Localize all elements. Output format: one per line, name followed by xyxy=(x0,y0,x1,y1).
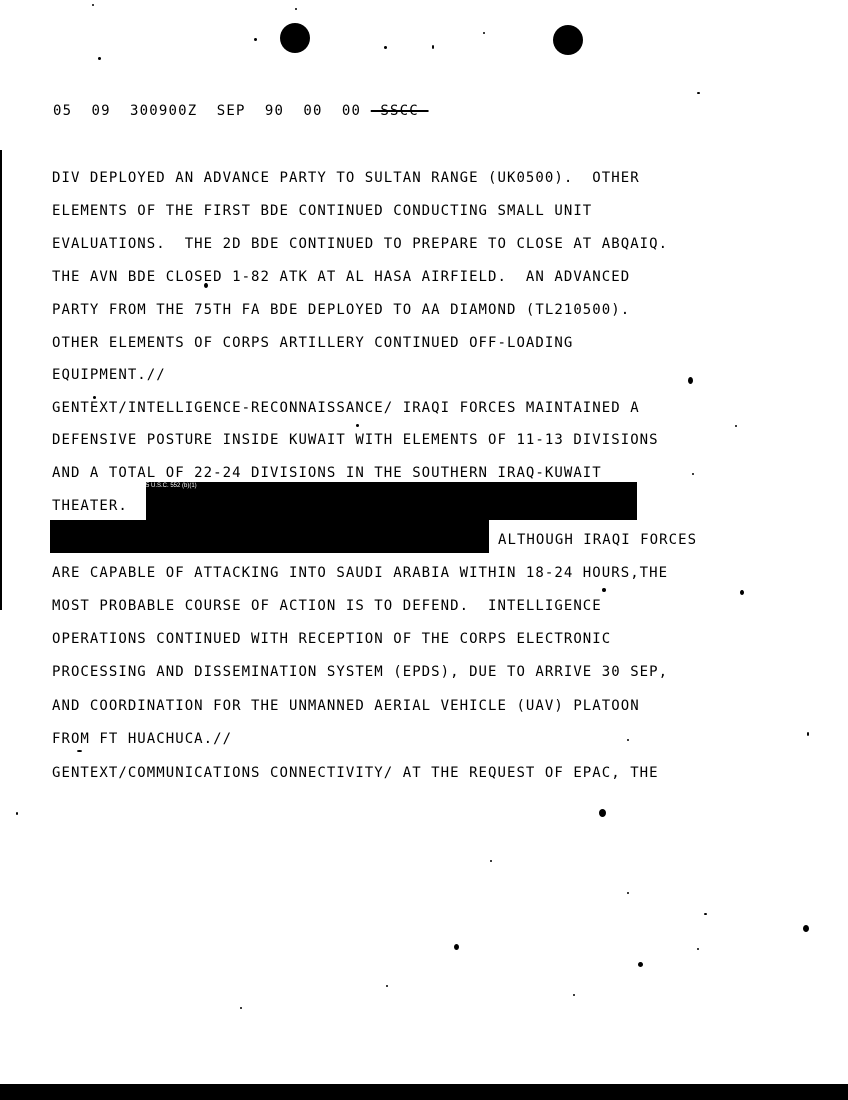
message-header xyxy=(53,101,429,121)
body-line: AND A TOTAL OF 22-24 DIVISIONS IN THE SOUTHERN IRAQ-KUWAIT xyxy=(52,465,602,481)
scan-speck xyxy=(254,38,257,41)
body-line: AND COORDINATION FOR THE UNMANNED AERIAL VEHICLE (UAV) PLATOON xyxy=(52,698,640,714)
body-line: EVALUATIONS. THE 2D BDE CONTINUED TO PREPARE TO CLOSE AT ABQAIQ. xyxy=(52,236,669,252)
header-classification-struck: -SSCC- xyxy=(370,103,429,119)
scan-speck xyxy=(803,925,809,932)
scan-speck xyxy=(807,732,809,736)
punch-hole-left xyxy=(280,23,310,53)
scan-edge-bottom xyxy=(0,1084,848,1100)
body-line: ALTHOUGH IRAQI FORCES xyxy=(498,532,698,548)
scan-speck xyxy=(386,985,388,987)
scan-speck xyxy=(92,4,94,6)
scan-speck xyxy=(240,1007,242,1009)
body-line: FROM FT HUACHUCA.// xyxy=(52,731,233,747)
scan-speck xyxy=(688,377,693,384)
scan-speck xyxy=(740,590,744,595)
scan-speck xyxy=(697,92,700,94)
body-line: DEFENSIVE POSTURE INSIDE KUWAIT WITH ELEMENTS OF 11-13 DIVISIONS xyxy=(52,432,659,448)
redaction-block-lower xyxy=(50,520,489,553)
body-line: GENTEXT/COMMUNICATIONS CONNECTIVITY/ AT THE REQUEST OF EPAC, THE xyxy=(52,765,659,781)
redaction-block-upper xyxy=(146,482,637,520)
scan-speck xyxy=(483,32,485,34)
scan-speck xyxy=(384,46,387,49)
scan-speck xyxy=(16,812,18,815)
scan-speck xyxy=(432,45,434,49)
scan-speck xyxy=(599,809,606,817)
body-line: MOST PROBABLE COURSE OF ACTION IS TO DEFEND. INTELLIGENCE xyxy=(52,598,602,614)
scan-edge-left xyxy=(0,150,2,610)
punch-hole-right xyxy=(553,25,583,55)
scan-speck xyxy=(638,962,643,967)
scan-speck xyxy=(490,860,492,862)
body-line: PROCESSING AND DISSEMINATION SYSTEM (EPDS), DUE TO ARRIVE 30 SEP, xyxy=(52,664,669,680)
scan-speck xyxy=(735,425,737,427)
scan-speck xyxy=(356,424,359,427)
exemption-label: 5 U.S.C. 552 (b)(1) xyxy=(146,483,197,489)
body-line: EQUIPMENT.// xyxy=(52,367,166,383)
body-line: THE AVN BDE CLOSED 1-82 ATK AT AL HASA AIRFIELD. AN ADVANCED xyxy=(52,269,631,285)
scan-speck xyxy=(704,913,707,915)
body-line: OPERATIONS CONTINUED WITH RECEPTION OF THE CORPS ELECTRONIC xyxy=(52,631,612,647)
scan-speck xyxy=(98,57,101,60)
scan-speck xyxy=(627,892,629,894)
scan-speck xyxy=(573,994,575,996)
scan-speck xyxy=(77,750,82,752)
body-line: ELEMENTS OF THE FIRST BDE CONTINUED CONDUCTING SMALL UNIT xyxy=(52,203,593,219)
scan-speck xyxy=(627,739,629,741)
scan-speck xyxy=(602,588,606,592)
header-fields: 05 09 300900Z SEP 90 00 00 xyxy=(53,103,371,119)
scan-speck xyxy=(295,8,297,10)
scan-speck xyxy=(697,948,699,950)
body-line: DIV DEPLOYED AN ADVANCE PARTY TO SULTAN RANGE (UK0500). OTHER xyxy=(52,170,640,186)
scan-speck xyxy=(692,473,694,475)
scan-speck xyxy=(454,944,459,950)
body-line: OTHER ELEMENTS OF CORPS ARTILLERY CONTINUED OFF-LOADING xyxy=(52,335,574,351)
body-line: PARTY FROM THE 75TH FA BDE DEPLOYED TO AA DIAMOND (TL210500). xyxy=(52,302,631,318)
body-line: GENTEXT/INTELLIGENCE-RECONNAISSANCE/ IRAQI FORCES MAINTAINED A xyxy=(52,400,640,416)
body-line: ARE CAPABLE OF ATTACKING INTO SAUDI ARABIA WITHIN 18-24 HOURS,THE xyxy=(52,565,669,581)
body-line: THEATER. xyxy=(52,498,128,514)
